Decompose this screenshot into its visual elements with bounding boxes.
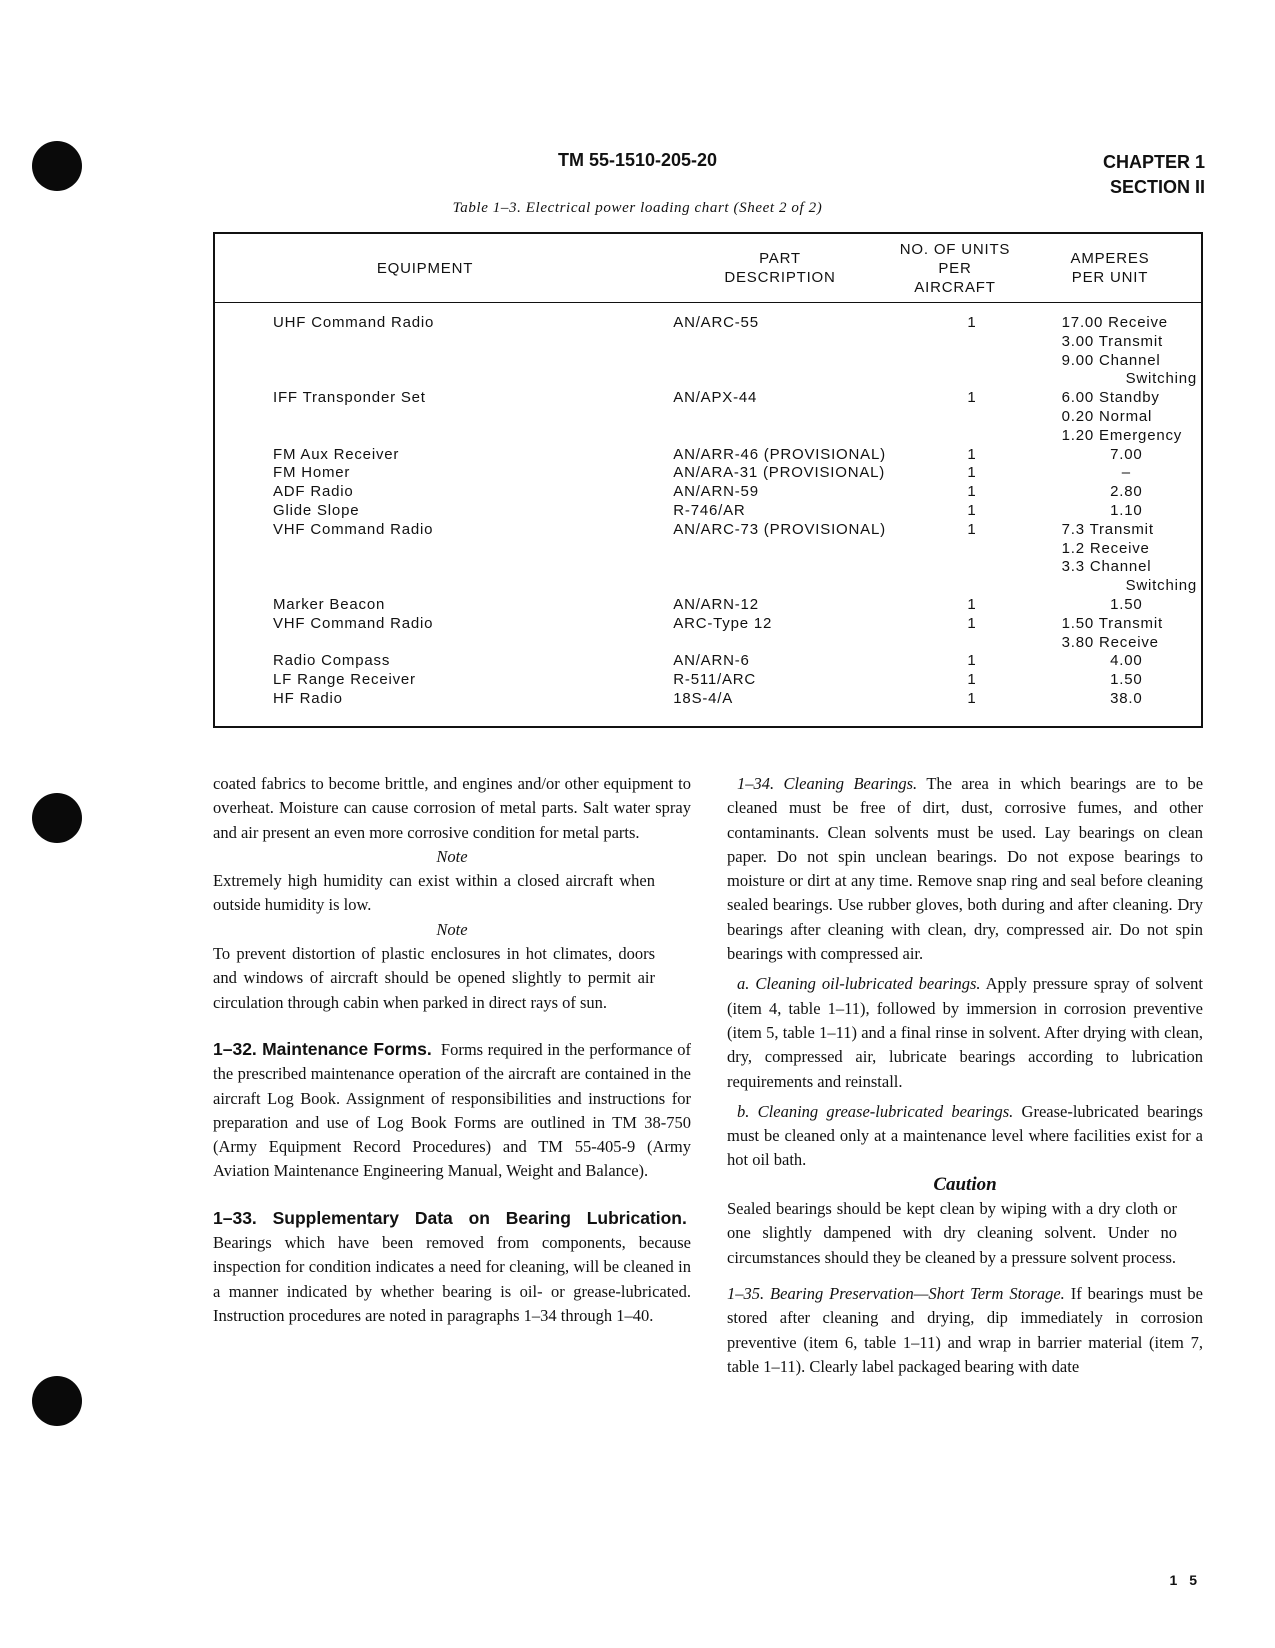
cell-amperes [1052,652,1201,671]
table-row [215,690,1201,709]
note-heading: Note [436,846,468,866]
table-row [215,652,1201,671]
ampere-value: 1.2 Receive [1061,539,1150,557]
ampere-value: 7.3 Transmit [1061,520,1154,538]
ampere-value: Switching [1125,370,1198,388]
punch-hole-middle [32,793,82,843]
chapter-section-label [1103,150,1205,200]
page-number: 1 5 [1169,1572,1201,1588]
table-row [215,671,1201,690]
cell-units: 1 [967,614,977,632]
left-text-column [213,772,691,1328]
cell-part-description: AN/ARC-55 [673,314,759,331]
right-text-column [727,772,1203,1379]
cell-amperes [1052,671,1201,690]
cell-equipment: HF Radio [273,689,343,707]
cell-equipment: LF Range Receiver [273,671,416,689]
ampere-value: Switching [1125,577,1198,595]
cell-part-description: AN/ARN-12 [673,595,759,613]
col-header-part-description: PART DESCRIPTION [724,250,836,286]
ampere-value: 1.50 Transmit [1061,614,1163,632]
ampere-value: 38.0 [1110,689,1143,707]
caution-heading: Caution [933,1173,997,1195]
cell-equipment: VHF Command Radio [273,520,434,538]
cell-amperes [1052,690,1201,709]
cell-units: 1 [967,464,977,482]
ampere-value: 4.00 [1110,652,1143,670]
table-row [215,483,1201,502]
cell-part-description: ARC-Type 12 [673,614,773,632]
col-header-equipment: EQUIPMENT [376,259,474,277]
section-label: SECTION II [1109,177,1205,197]
cell-equipment: FM Homer [273,464,351,482]
section-title: 1–35. Bearing Preservation—Short Term Storage. [727,1283,1065,1303]
cell-equipment: ADF Radio [273,483,354,501]
table-row [215,446,1201,465]
section-title: 1–32. Maintenance Forms. [213,1038,432,1059]
subparagraph-body: Grease-lubricated bearings must be cleaned only at a maintenance level where facilities exist for a hot oil bath. [727,1101,1203,1170]
ampere-value: 9.00 Channel [1061,351,1161,369]
cell-part-description: R-511/ARC [673,671,757,689]
power-loading-table [213,232,1203,728]
section-1-33 [213,1206,691,1328]
table-row [215,615,1201,653]
cell-amperes [1052,596,1201,615]
section-body: The area in which bearings are to be cleaned must be free of dirt, dust, corrosive fumes, and other contaminants. Clean solvents must be used. Lay bearings on clean paper. Do not spin unclean bearings. Do not expose bearings to moisture or dirt at any time. Remove snap ring and seal before cleaning sealed bearings. Use rubber gloves, both during and after cleaning. Dry bearings after cleaning with clean, dry, compressed air. Do not spin bearings with compressed air. [727,774,1204,964]
cell-units: 1 [967,389,977,407]
table-row [215,389,1201,445]
cell-amperes [1052,464,1201,483]
cell-units: 1 [967,520,977,538]
cell-part-description: AN/ARA-31 (PROVISIONAL) [673,464,886,482]
table-header [215,234,1201,303]
cell-amperes [1052,615,1201,653]
cell-part-description: AN/ARC-73 (PROVISIONAL) [673,520,886,538]
cell-part-description: AN/APX-44 [673,389,758,407]
intro-paragraph: coated fabrics to become brittle, and engines and/or other equipment to overheat. Moisture can cause corrosion of metal parts. Salt water spray and air present an even more corrosive condition for metal parts. [213,774,691,842]
cell-equipment: IFF Transponder Set [273,389,426,407]
section-1-34 [727,772,1203,966]
col-header-units: NO. OF UNITS PER AIRCRAFT [899,240,1011,296]
caution-body: Sealed bearings should be kept clean by wiping with a dry cloth or one slightly dampened with dry cleaning solvent. Under no circumstances should they be cleaned by a pressure solvent process. [727,1199,1177,1267]
cell-amperes [1052,389,1201,445]
punch-hole-bottom [32,1376,82,1426]
section-1-32 [213,1037,691,1184]
ampere-value: 17.00 Receive [1061,314,1168,331]
section-title: 1–33. Supplementary Data on Bearing Lubrication. [213,1207,687,1228]
section-body: If bearings must be stored after cleaning and drying, dip immediately in corrosion preventive (item 6, table 1–11) and wrap in barrier material (item 7, table 1–11). Clearly label packaged bearing with date [727,1283,1204,1376]
cell-equipment: Marker Beacon [273,595,386,613]
table-row [215,521,1201,596]
cell-equipment: FM Aux Receiver [273,445,400,463]
section-body: Forms required in the performance of the prescribed maintenance operation of the aircraft are contained in the aircraft Log Book. Assignment of responsibilities and instructions for preparation and use of Log Book Forms are outlined in TM 38-750 (Army Equipment Record Procedures) and TM 55-405-9 (Army Aviation Maintenance Engineering Manual, Weight and Balance). [213,1039,691,1181]
cell-part-description: AN/ARR-46 (PROVISIONAL) [673,445,886,463]
ampere-value: 0.20 Normal [1061,407,1153,425]
cell-units: 1 [967,671,977,689]
cell-equipment: VHF Command Radio [273,614,434,632]
cell-amperes [1052,521,1201,596]
cell-amperes [1052,314,1201,389]
ampere-value: 3.80 Receive [1061,633,1159,651]
ampere-value: 7.00 [1110,445,1143,463]
cell-equipment: UHF Command Radio [273,314,435,331]
cell-units: 1 [967,483,977,501]
section-title: 1–34. Cleaning Bearings. [737,774,918,793]
chapter-label: CHAPTER 1 [1102,152,1205,172]
note-heading: Note [436,919,468,939]
ampere-value: 1.50 [1110,595,1143,613]
ampere-value: 3.3 Channel [1061,558,1152,576]
cell-equipment: Glide Slope [273,501,360,519]
table-caption: Table 1–3. Electrical power loading chart (Sheet 2 of 2) [452,200,823,216]
table-row [215,464,1201,483]
note-body: Extremely high humidity can exist within a closed aircraft when outside humidity is low. [213,871,655,915]
cell-units: 1 [967,314,977,331]
cell-amperes [1052,446,1201,465]
ampere-value: 3.00 Transmit [1061,332,1163,350]
ampere-value: 1.10 [1110,501,1143,519]
cell-part-description: AN/ARN-59 [673,483,759,501]
table-body [215,314,1201,709]
section-1-35 [727,1282,1203,1379]
ampere-value: 2.80 [1110,483,1143,501]
ampere-value: 1.20 Emergency [1061,426,1183,444]
subparagraph-title: a. Cleaning oil-lubricated bearings. [737,974,981,994]
cell-part-description: R-746/AR [673,501,746,519]
document-number: TM 55-1510-205-20 [557,150,718,170]
ampere-value: 1.50 [1110,671,1143,689]
table-row [215,596,1201,615]
subparagraph-title: b. Cleaning grease-lubricated bearings. [737,1101,1014,1121]
subparagraph-body: Apply pressure spray of solvent (item 4, table 1–11), followed by immersion in corrosion preventive (item 5, table 1–11) and a final rinse in solvent. After drying with clean, dry, compressed air, lubricate bearings according to lubrication requirements and reinstall. [727,974,1203,1091]
section-body: Bearings which have been removed from components, because inspection for condition indicates a need for cleaning, will be cleaned in a manner indicated by whether bearing is oil- or grease-lubricated. Instruction procedures are noted in paragraphs 1–34 through 1–40. [213,1233,691,1325]
table-row [215,502,1201,521]
cell-units: 1 [967,501,977,519]
table-row [215,314,1201,389]
cell-amperes [1052,502,1201,521]
cell-units: 1 [967,652,977,670]
cell-equipment: Radio Compass [273,652,391,670]
cell-part-description: AN/ARN-6 [673,652,750,670]
subparagraph-a [727,972,1203,1093]
note-body: To prevent distortion of plastic enclosures in hot climates, doors and windows of aircraft should be opened slightly to permit air circulation through cabin when parked in direct rays of sun. [213,944,655,1012]
cell-units: 1 [967,595,977,613]
ampere-value: 6.00 Standby [1061,389,1160,407]
cell-amperes [1052,483,1201,502]
cell-units: 1 [967,689,977,707]
cell-part-description: 18S-4/A [673,689,734,707]
ampere-value: – [1121,464,1131,482]
cell-units: 1 [967,445,977,463]
col-header-amperes: AMPERES PER UNIT [1070,250,1150,286]
subparagraph-b [727,1100,1203,1173]
